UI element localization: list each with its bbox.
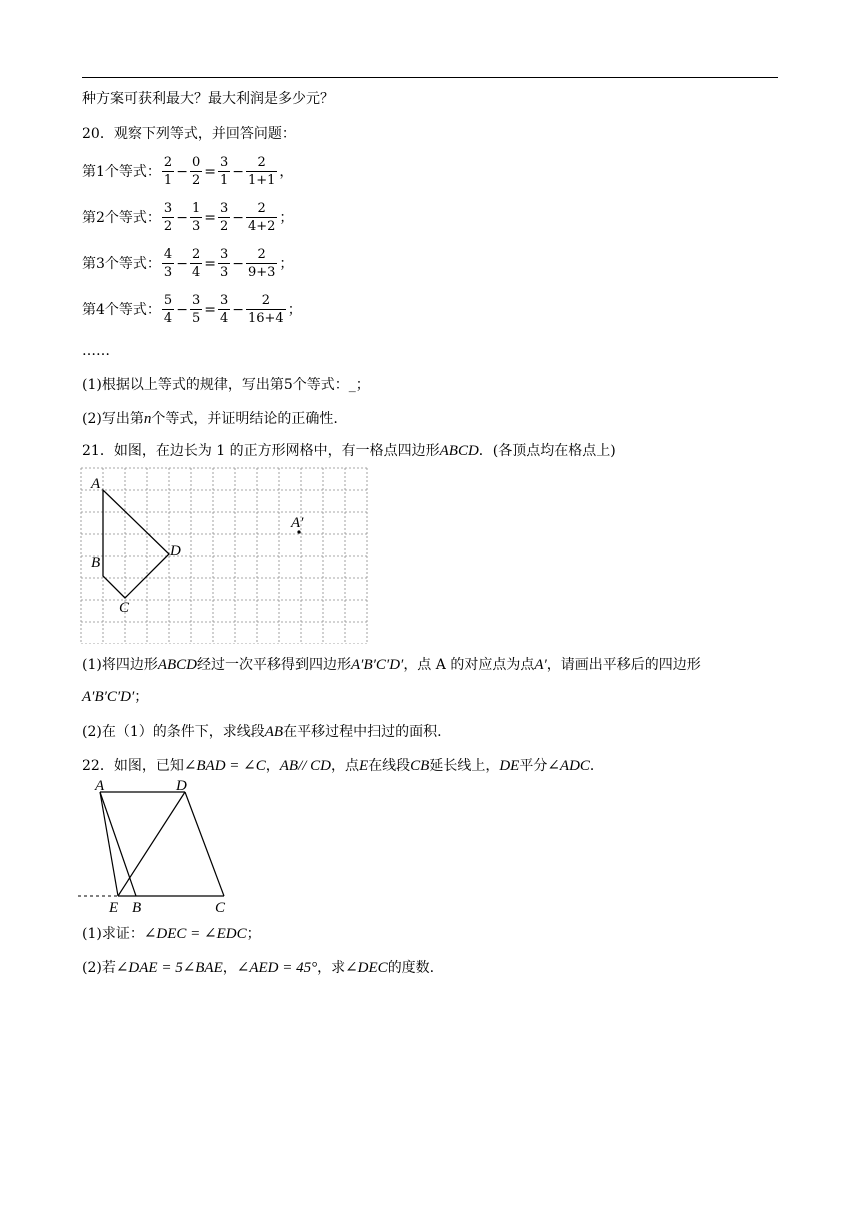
header-rule [82,77,778,78]
equation-label: 第4个等式： [82,301,161,318]
fraction: $\frac{2}{9+3}$ [247,247,276,280]
equation-row-3: 第3个等式： $\frac{4}{3}$ − $\frac{2}{4}$ = $\frac{3}{3}$ − $\frac{2}{9+3}$ ； [82,247,294,280]
quadrilateral-ABCD [103,490,169,598]
q21-part1-line2: A′B′C′D′； [82,689,149,705]
q22-part2: (2)若∠DAE = 5∠BAE，∠AED = 45°，求∠DEC的度数. [82,960,435,976]
label-D: D [170,543,181,559]
label-A-prime: A′ [291,515,304,531]
label-C: C [119,600,130,616]
fraction: $\frac{3}{2}$ [219,201,229,234]
segment-AE [100,792,118,896]
equation-row-1: 第1个等式： $\frac{2}{1}$ − $\frac{0}{2}$ = $\frac{3}{1}$ − $\frac{2}{1+1}$ ， [82,155,294,188]
label-E: E [109,900,119,916]
label-A: A [91,476,101,492]
segment-DC [185,792,224,896]
q20-title: 20．观察下列等式，并回答问题： [82,126,296,142]
fraction: $\frac{3}{5}$ [191,293,201,326]
q21-part2: (2)在（1）的条件下，求线段AB在平移过程中扫过的面积. [82,724,442,740]
fraction: $\frac{1}{3}$ [191,201,201,234]
q22-title: 22．如图，已知∠BAD = ∠C，AB// CD，点E在线段CB延长线上，DE平分∠ADC． [82,758,604,774]
q21-part1-line1: (1)将四边形ABCD经过一次平移得到四边形A′B′C′D′，点 A 的对应点为点A′，请画出平移后的四边形 [82,657,701,673]
grid-figure [80,466,368,644]
equation-label: 第2个等式： [82,209,161,226]
q22-part1: (1)求证：∠DEC = ∠EDC； [82,926,261,942]
fraction: $\frac{3}{1}$ [219,155,229,188]
equation-row-4: 第4个等式： $\frac{5}{4}$ − $\frac{3}{5}$ = $\frac{3}{4}$ − $\frac{2}{16+4}$ ； [82,293,302,326]
label-D: D [176,780,187,794]
segment-DE [118,792,185,896]
equation-row-2: 第2个等式： $\frac{3}{2}$ − $\frac{1}{3}$ = $\frac{3}{2}$ − $\frac{2}{4+2}$ ； [82,201,294,234]
segment-AB [100,792,136,896]
q21-title: 21．如图，在边长为 1 的正方形网格中，有一格点四边形ABCD．(各顶点均在格点上) [82,443,616,459]
label-A: A [95,780,105,794]
fraction: $\frac{5}{4}$ [163,293,173,326]
fraction: $\frac{3}{4}$ [219,293,229,326]
label-C: C [215,900,226,916]
q20-part2: (2)写出第n个等式，并证明结论的正确性. [82,411,338,427]
fraction: $\frac{4}{3}$ [163,247,173,280]
fraction: $\frac{3}{2}$ [163,201,173,234]
label-B: B [91,555,101,571]
label-B: B [132,900,142,916]
ellipsis: …… [82,343,110,359]
fraction: $\frac{2}{16+4}$ [247,293,284,326]
grid-lines [81,468,367,644]
fraction: $\frac{2}{4}$ [191,247,201,280]
fraction: $\frac{0}{2}$ [191,155,201,188]
fraction: $\frac{2}{1}$ [163,155,173,188]
fraction: $\frac{2}{1+1}$ [247,155,276,188]
fraction: $\frac{2}{4+2}$ [247,201,276,234]
fraction: $\frac{3}{3}$ [219,247,229,280]
equation-label: 第1个等式： [82,163,161,180]
parallelogram-figure [78,780,238,916]
q20-part1: (1)根据以上等式的规律，写出第5个等式：_； [82,377,370,393]
q19-tail-text: 种方案可获利最大？最大利润是多少元？ [82,91,334,107]
equation-label: 第3个等式： [82,255,161,272]
